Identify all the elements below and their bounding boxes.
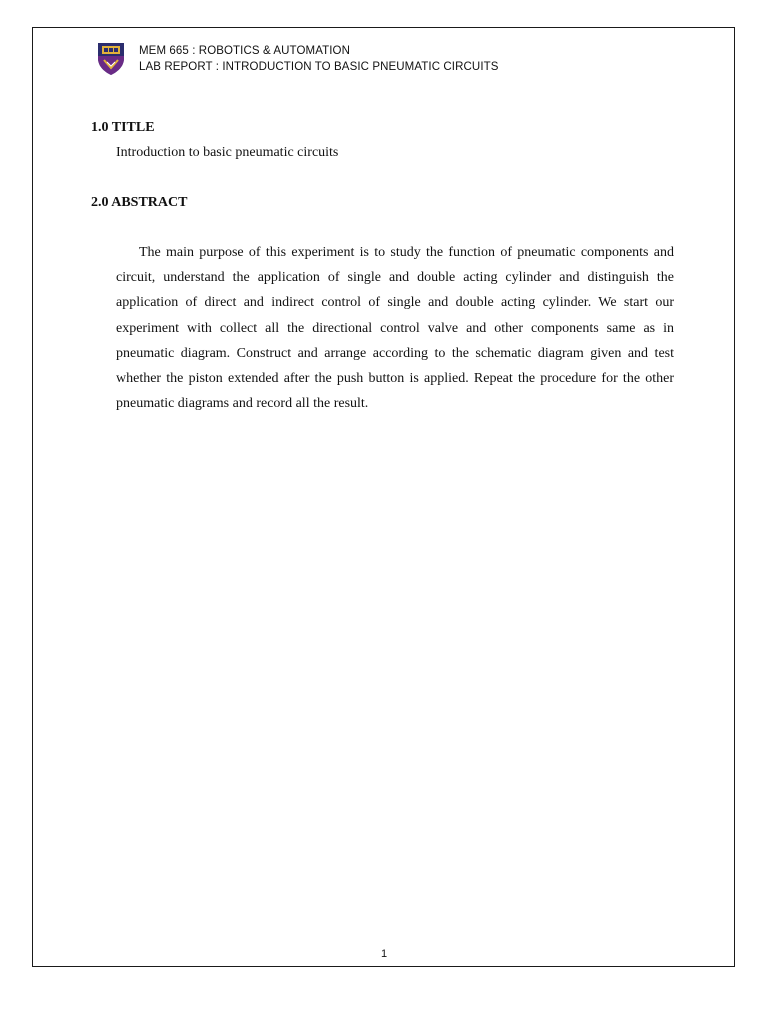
abstract-heading: 2.0 ABSTRACT [91,195,188,210]
course-line: MEM 665 : ROBOTICS & AUTOMATION [139,45,350,57]
page-border [32,27,735,967]
university-crest-icon [96,40,126,76]
title-heading: 1.0 TITLE [91,120,155,135]
report-line: LAB REPORT : INTRODUCTION TO BASIC PNEUMATIC CIRCUITS [139,61,499,73]
page-number: 1 [380,948,388,960]
abstract-paragraph: The main purpose of this experiment is to study the function of pneumatic components and circuit, understand the application of single and double acting cylinder and distinguish the application of direct and indirect control of single and double acting cylinder. We start our experiment with collect all the directional control valve and other components same as in pneumatic diagram. Construct and arrange according to the schematic diagram given and test whether the piston extended after the push button is applied. Repeat the procedure for the other pneumatic diagrams and record all the result. [116,245,674,412]
running-header [139,43,499,75]
title-text: Introduction to basic pneumatic circuits [116,145,339,160]
